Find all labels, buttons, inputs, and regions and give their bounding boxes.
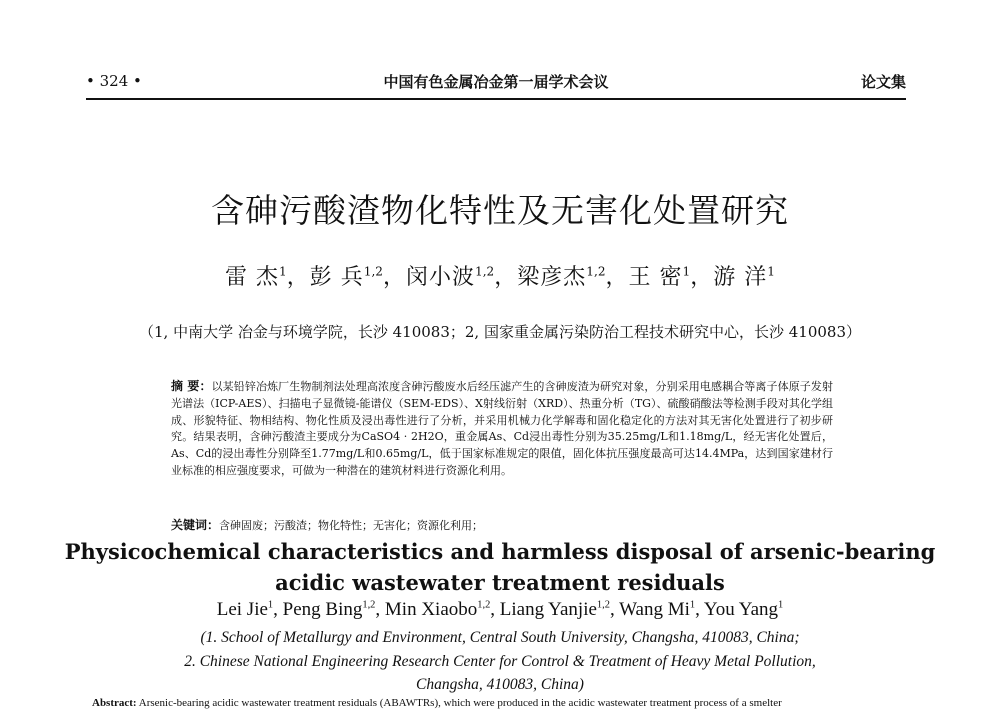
author-separator: , <box>273 599 283 620</box>
author-affiliation-mark: 1,2 <box>477 599 491 611</box>
author-list-chinese <box>0 260 1000 291</box>
paper-title-english <box>0 536 1000 598</box>
title-line-2: acidic wastewater treatment residuals <box>275 570 725 595</box>
keywords-label: 关键词： <box>171 518 220 532</box>
keywords-body: 含砷固废；污酸渣；物化特性；无害化；资源化利用； <box>219 519 484 532</box>
affiliation-line: Changsha, 410083, China) <box>416 676 584 693</box>
abstract-label: 摘 要： <box>171 379 212 393</box>
author-name: 彭 兵 <box>309 265 364 290</box>
author-affiliation-mark: 1,2 <box>363 264 383 279</box>
running-header <box>86 64 906 100</box>
author-separator: , <box>695 599 704 620</box>
author-affiliation-mark: 1,2 <box>596 599 610 611</box>
abstract-en-body: Arsenic-bearing acidic wastewater treatment residuals (ABAWTRs), which were produced in the acidic wastewater treatment process of a smelter <box>138 697 782 709</box>
author-separator: ， <box>690 265 714 290</box>
journal-title: 中国有色金属冶金第一届学术会议 <box>383 73 609 91</box>
abstract-chinese <box>171 378 833 480</box>
author-name: You Yang <box>703 599 779 620</box>
author-affiliation-mark: 1,2 <box>362 599 376 611</box>
author-separator: , <box>609 599 620 620</box>
section-label: 论文集 <box>860 73 906 91</box>
abstract-body: 以某铅锌冶炼厂生物制剂法处理高浓度含砷污酸废水后经压滤产生的含砷废渣为研究对象，分别采用电感耦合等离子体原子发射光谱法（ICP-AES）、扫描电子显微镜-能谱仪（SEM-EDS）、X射线衍射（XRD）、热重分析（TG）、硫酸硝酸法等检测手段对其化学组成、形貌特征、物相结构、物化性质及浸出毒性进行了分析，并采用机械力化学解毒和固化稳定化的方法对其无害化处置进行了初步研究。结果表明，含砷污酸渣主要成分为CaSO4 · 2H2O，重金属As、Cd浸出毒性分别为35.25mg/L和1.18mg/L，经无害化处置后，As、Cd的浸出毒性分别降至1.77mg/L和0.65mg/L，低于国家标准规定的限值，固化体抗压强度最高可达14.4MPa，达到国家建材行业标准的相应强度要求，可做为一种潜在的建筑材料进行资源化利用。 <box>171 380 833 477</box>
author-affiliation-mark: 1,2 <box>586 264 606 279</box>
author-separator: ， <box>494 265 518 290</box>
author-affiliation-mark: 1 <box>767 264 775 279</box>
author-separator: , <box>490 599 500 620</box>
page-number: • 324 • <box>86 72 142 90</box>
title-line-1: Physicochemical characteristics and harmless disposal of arsenic-bearing <box>64 539 936 564</box>
abstract-en-label: Abstract: <box>92 697 137 709</box>
affiliation-line: 2. Chinese National Engineering Research Center for Control & Treatment of Heavy Metal Pollution, <box>184 652 816 670</box>
author-name: Liang Yanjie <box>499 599 597 620</box>
author-affiliation-mark: 1 <box>267 599 274 611</box>
author-name: Lei Jie <box>216 599 268 620</box>
author-affiliation-mark: 1,2 <box>475 264 495 279</box>
paper-title-chinese: 含砷污酸渣物化特性及无害化处置研究 <box>211 191 789 230</box>
author-name: 王 密 <box>628 265 683 290</box>
keywords-chinese <box>171 516 833 533</box>
author-name: 游 洋 <box>713 265 768 290</box>
author-separator: ， <box>382 265 406 290</box>
affiliation-chinese: （1, 中南大学 冶金与环境学院，长沙 410083；2, 国家重金属污染防治工程技术研究中心，长沙 410083） <box>139 323 861 341</box>
author-name: Peng Bing <box>282 599 363 620</box>
author-affiliation-mark: 1 <box>689 599 696 611</box>
author-separator: ， <box>605 265 629 290</box>
author-affiliation-mark: 1 <box>778 599 784 611</box>
author-name: Wang Mi <box>619 599 690 620</box>
author-separator: , <box>375 599 385 620</box>
author-affiliation-mark: 1 <box>682 264 691 279</box>
author-name: 梁彦杰 <box>517 265 587 290</box>
affiliation-english <box>0 626 1000 697</box>
author-list-english <box>0 599 1000 621</box>
affiliation-line: (1. School of Metallurgy and Environment, Central South University, Changsha, 410083, China; <box>200 629 800 646</box>
author-name: 闵小波 <box>406 265 476 290</box>
author-name: Min Xiaobo <box>384 599 478 620</box>
author-affiliation-mark: 1 <box>279 264 287 279</box>
author-name: 雷 杰 <box>225 265 280 290</box>
author-separator: ， <box>286 265 310 290</box>
